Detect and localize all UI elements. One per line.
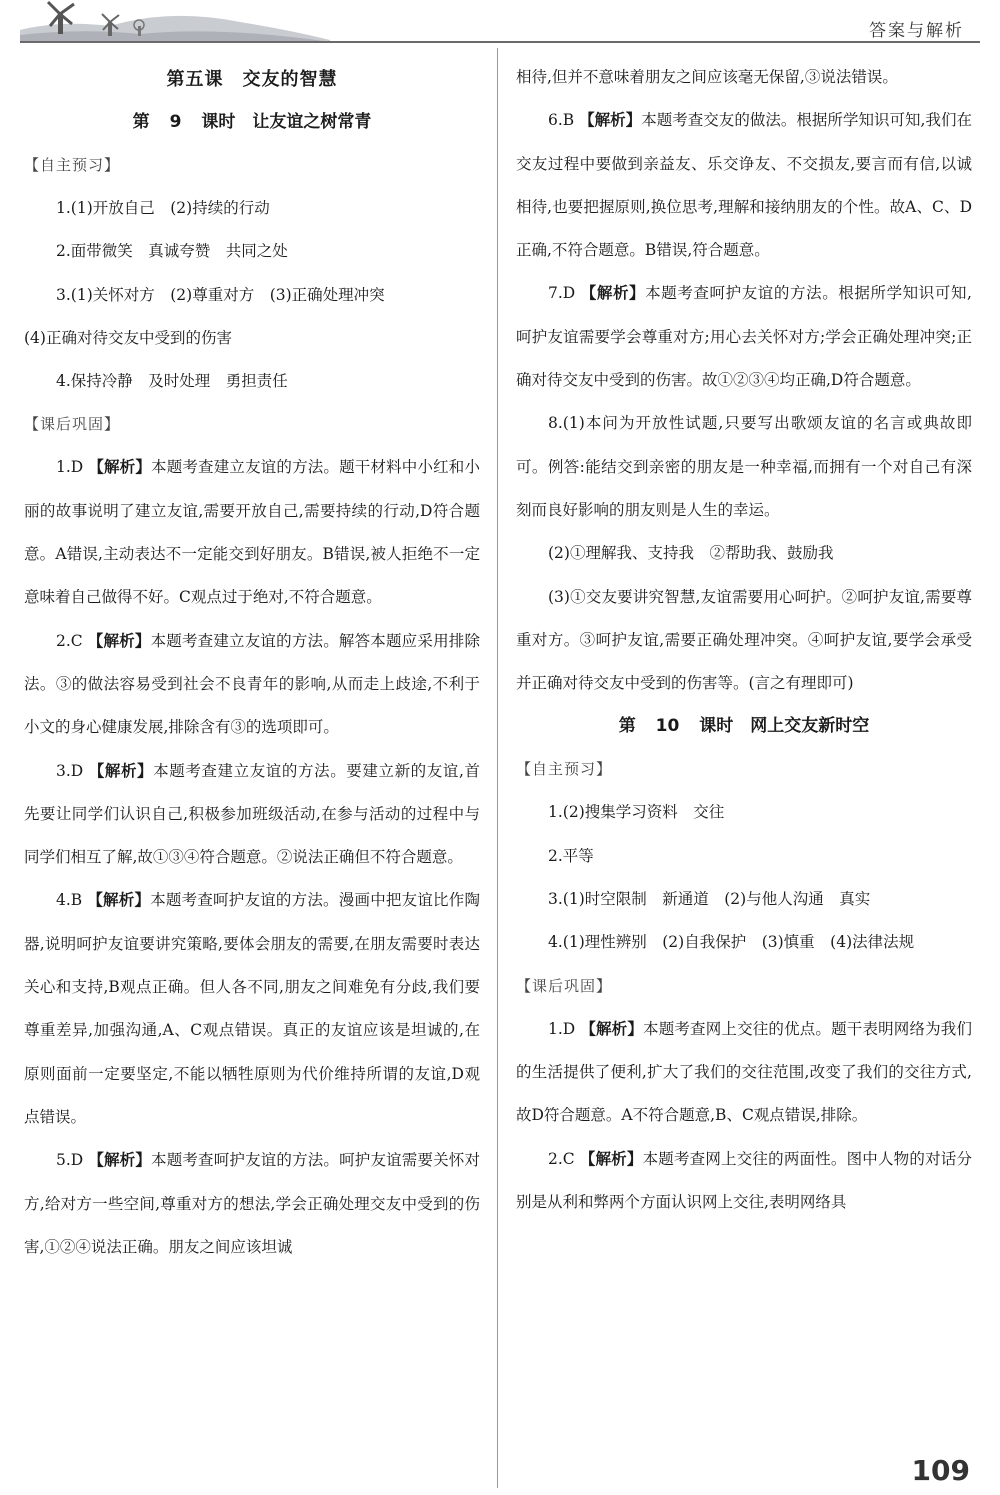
header-title: 答案与解析 [869, 21, 964, 41]
answer-number: 7.D [548, 284, 576, 303]
session-title: 第 9 课时 让友谊之树常青 [132, 112, 372, 132]
section-tag-preview: 【自主预习】 [516, 760, 613, 779]
preview-item: 4.(1)理性辨别 (2)自我保护 (3)慎重 (4)法律法规 [548, 933, 915, 952]
preview-item: 2.面带微笑 真诚夸赞 共同之处 [56, 242, 288, 261]
answer-text: 本题考查呵护友谊的方法。漫画中把友谊比作陶器,说明呵护友谊要讲究策略,要体会朋友的需要,在朋友需要时表达关心和支持,B观点正确。但人各不同,朋友之间难免有分歧,我们要尊重差异,加强沟通,A、C观点错误。真正的友谊应该是坦诚的,在原则面前一定要坚定,不能以牺牲原则为代价维持所谓的友谊,D观点错误。 [24, 891, 480, 1126]
right-column [516, 56, 972, 1224]
answer-item [24, 446, 480, 619]
answer-item [24, 1139, 480, 1269]
section-tag-preview: 【自主预习】 [24, 156, 121, 174]
page-header [0, 0, 1000, 48]
answer-number: 2.C [56, 631, 83, 650]
answer-number: 4.B [56, 891, 83, 910]
answer-item [24, 750, 480, 880]
answer-item [516, 1138, 972, 1225]
preview-item: 1.(1)开放自己 (2)持续的行动 [56, 199, 270, 217]
answer-tag: 【解析】 [580, 1019, 644, 1038]
answer-tag: 【解析】 [87, 631, 151, 650]
answer-text: 本题考查呵护友谊的方法。根据所学知识可知,呵护友谊需要学会尊重对方;用心去关怀对方;学会正确处理冲突;正确对待交友中受到的伤害。故①②③④均正确,D符合题意。 [516, 284, 972, 390]
answer-text: 本题考查建立友谊的方法。要建立新的友谊,首先要让同学们认识自己,积极参加班级活动,在参与活动的过程中与同学们相互了解,故①③④符合题意。②说法正确但不符合题意。 [24, 761, 480, 867]
answer-number: 2.C [548, 1149, 575, 1168]
answer-text: 本题考查建立友谊的方法。解答本题应采用排除法。③的做法容易受到社会不良青年的影响,从而走上歧途,不利于小文的身心健康发展,排除含有③的选项即可。 [24, 631, 480, 737]
answer-text: 本题考查网上交往的优点。题干表明网络为我们的生活提供了便利,扩大了我们的交往范围,改变了我们的交往方式,故D符合题意。A不符合题意,B、C观点错误,排除。 [516, 1019, 972, 1125]
column-divider [497, 48, 498, 1488]
preview-item: 3.(1)关怀对方 (2)尊重对方 (3)正确处理冲突 [56, 285, 385, 304]
section-tag-consolidate: 【课后巩固】 [24, 415, 121, 434]
answer-number: 6.B [548, 111, 575, 130]
lesson-title: 第五课 交友的智慧 [166, 69, 338, 90]
answer-text: 本题考查网上交往的两面性。图中人物的对话分别是从利和弊两个方面认识网上交往,表明网络具 [516, 1149, 972, 1211]
header-rule [20, 41, 980, 43]
page-number: 109 [911, 1454, 970, 1487]
answer-item [24, 620, 480, 750]
answer-tag: 【解析】 [88, 458, 152, 477]
preview-item: 3.(1)时空限制 新通道 (2)与他人沟通 真实 [548, 890, 871, 909]
q8-part: 8.(1)本问为开放性试题,只要写出歌颂友谊的名言或典故即可。例答:能结交到亲密的朋友是一种幸福,而拥有一个对自己有深刻而良好影响的朋友则是人生的幸运。 [516, 414, 972, 519]
answer-item [516, 272, 972, 402]
answer-tag: 【解析】 [580, 284, 646, 303]
q8-part: (3)①交友要讲究智慧,友谊需要用心呵护。②呵护友谊,需要尊重对方。③呵护友谊,需要正确处理冲突。④呵护友谊,要学会承受并正确对待交友中受到的伤害等。(言之有理即可) [516, 587, 972, 693]
preview-item: (4)正确对待交友中受到的伤害 [24, 328, 232, 347]
windmill-landscape-icon [20, 0, 330, 42]
answer-number: 3.D [56, 761, 84, 780]
answer-number: 1.D [56, 458, 84, 477]
q8-part: (2)①理解我、支持我 ②帮助我、鼓励我 [548, 544, 834, 563]
preview-item: 2.平等 [548, 846, 594, 865]
answer-tag: 【解析】 [579, 1149, 643, 1168]
answer-item [516, 99, 972, 272]
section-tag-consolidate: 【课后巩固】 [516, 976, 613, 995]
session-title: 第 10 课时 网上交友新时空 [618, 716, 870, 737]
answer-number: 5.D [56, 1151, 84, 1170]
continuation-text: 相待,但并不意味着朋友之间应该毫无保留,③说法错误。 [516, 68, 898, 86]
answer-text: 本题考查交友的做法。根据所学知识可知,我们在交友过程中要做到亲益友、乐交诤友、不交损友,要言而有信,以诚相待,也要把握原则,换位思考,理解和接纳朋友的个性。故A、C、D正确,不符合题意。B错误,符合题意。 [516, 111, 972, 260]
answer-item [24, 879, 480, 1139]
left-column [24, 58, 480, 1269]
preview-item: 4.保持冷静 及时处理 勇担责任 [56, 372, 288, 391]
preview-item: 1.(2)搜集学习资料 交往 [548, 803, 725, 822]
answer-number: 1.D [548, 1019, 576, 1038]
answer-tag: 【解析】 [87, 891, 151, 910]
answer-tag: 【解析】 [579, 111, 642, 130]
answer-item [516, 1008, 972, 1138]
answer-text: 本题考查建立友谊的方法。题干材料中小红和小丽的故事说明了建立友谊,需要开放自己,需要持续的行动,D符合题意。A错误,主动表达不一定能交到好朋友。B错误,被人拒绝不一定意味着自己做得不好。C观点过于绝对,不符合题意。 [24, 458, 480, 607]
answer-tag: 【解析】 [88, 761, 154, 780]
answer-text: 本题考查呵护友谊的方法。呵护友谊需要关怀对方,给对方一些空间,尊重对方的想法,学会正确处理交友中受到的伤害,①②④说法正确。朋友之间应该坦诚 [24, 1151, 480, 1256]
answer-tag: 【解析】 [88, 1151, 152, 1170]
